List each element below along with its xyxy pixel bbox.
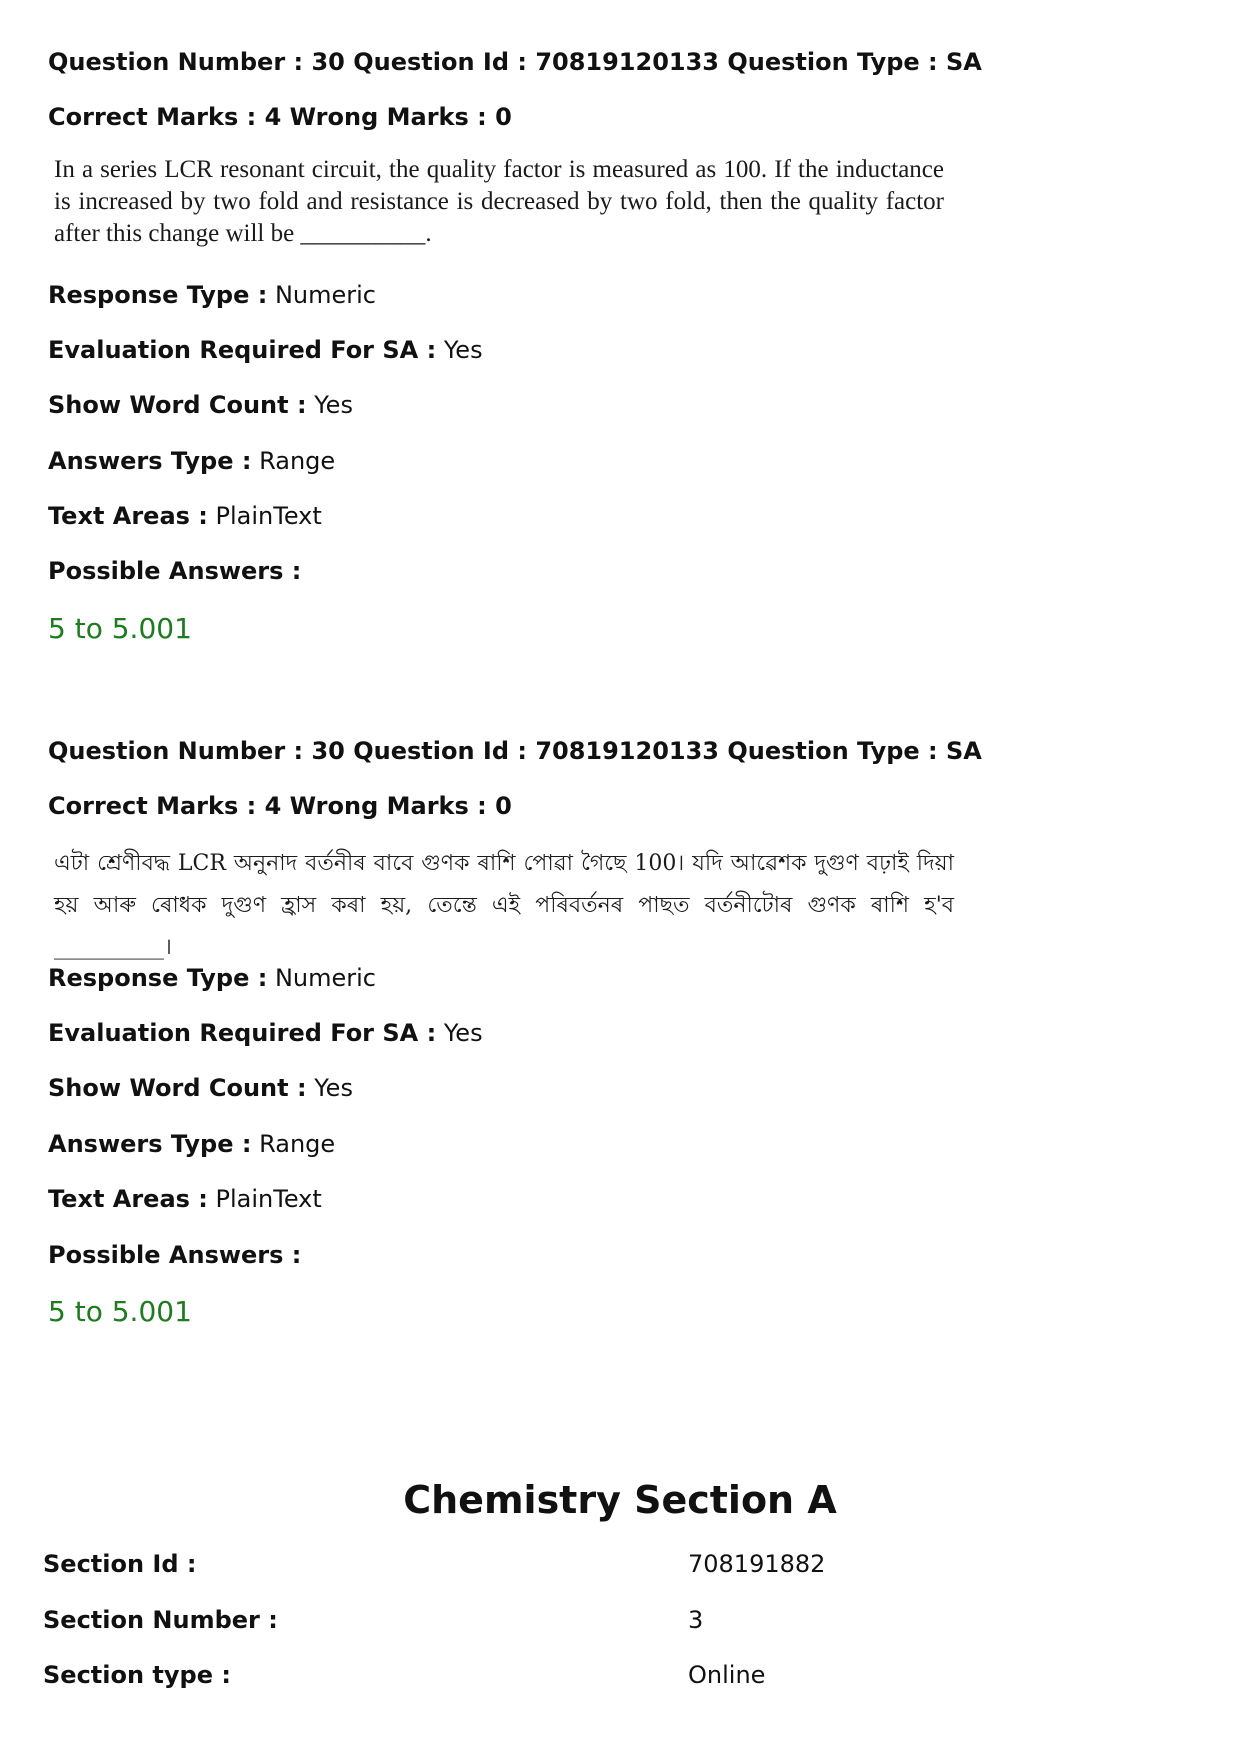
field-value: Yes <box>314 391 353 419</box>
field-label: Evaluation Required For SA : <box>48 1019 437 1047</box>
field-text-areas <box>48 501 322 531</box>
section-title: Chemistry Section A <box>403 1478 837 1522</box>
field-value: Range <box>259 447 336 475</box>
field-label: Show Word Count : <box>48 1074 307 1102</box>
field-label: Answers Type : <box>48 447 252 475</box>
field-value: Numeric <box>274 964 376 992</box>
field-label: Answers Type : <box>48 1130 252 1158</box>
possible-answers-label: Possible Answers : <box>48 557 302 585</box>
field-label: Evaluation Required For SA : <box>48 336 437 364</box>
field-value: Range <box>259 1130 336 1158</box>
section-id-value: 708191882 <box>688 1550 826 1578</box>
field-show-word-count <box>48 390 353 420</box>
field-value: PlainText <box>215 1185 322 1213</box>
field-answers-type <box>48 1129 335 1159</box>
field-value: Numeric <box>274 281 376 309</box>
field-label: Response Type : <box>48 964 268 992</box>
question-text: In a series LCR resonant circuit, the quality factor is measured as 100. If the inductance is increased by two fold and resistance is decreased by two fold, then the quality factor after this change will be __________. <box>54 156 944 247</box>
question-header: Question Number : 30 Question Id : 70819120133 Question Type : SA <box>48 48 982 76</box>
field-value: Yes <box>443 336 483 364</box>
section-number-label: Section Number : <box>43 1606 278 1634</box>
field-response-type <box>48 280 376 310</box>
question-text: এটা শ্ৰেণীবদ্ধ LCR অনুনাদ বৰ্তনীৰ বাবে গুণক ৰাশি পোৱা গৈছে 100। যদি আৱেশক দুগুণ বঢ়াই দিয়া হয় আৰু ৰোধক দুগুণ হ্ৰাস কৰা হয়, তেন্তে এই পৰিবৰ্তনৰ পাছত বৰ্তনীটোৰ গুণক ৰাশি হ'ব __________। <box>54 851 954 960</box>
field-value: Yes <box>314 1074 353 1102</box>
field-value: PlainText <box>215 502 322 530</box>
question-header: Question Number : 30 Question Id : 70819120133 Question Type : SA <box>48 737 982 765</box>
field-label: Response Type : <box>48 281 268 309</box>
field-answers-type <box>48 446 335 476</box>
question-marks: Correct Marks : 4 Wrong Marks : 0 <box>48 792 512 820</box>
field-text-areas <box>48 1184 322 1214</box>
field-label: Text Areas : <box>48 1185 208 1213</box>
field-response-type <box>48 963 376 993</box>
question-marks: Correct Marks : 4 Wrong Marks : 0 <box>48 103 512 131</box>
field-value: Yes <box>443 1019 483 1047</box>
section-type-label: Section type : <box>43 1661 231 1689</box>
possible-answer: 5 to 5.001 <box>48 612 192 645</box>
field-evaluation-required <box>48 335 483 365</box>
possible-answer: 5 to 5.001 <box>48 1295 192 1328</box>
possible-answers-label: Possible Answers : <box>48 1241 302 1269</box>
field-show-word-count <box>48 1073 353 1103</box>
section-id-label: Section Id : <box>43 1550 197 1578</box>
section-number-value: 3 <box>688 1606 704 1634</box>
field-label: Text Areas : <box>48 502 208 530</box>
field-label: Show Word Count : <box>48 391 307 419</box>
field-evaluation-required <box>48 1018 483 1048</box>
section-type-value: Online <box>688 1661 766 1689</box>
